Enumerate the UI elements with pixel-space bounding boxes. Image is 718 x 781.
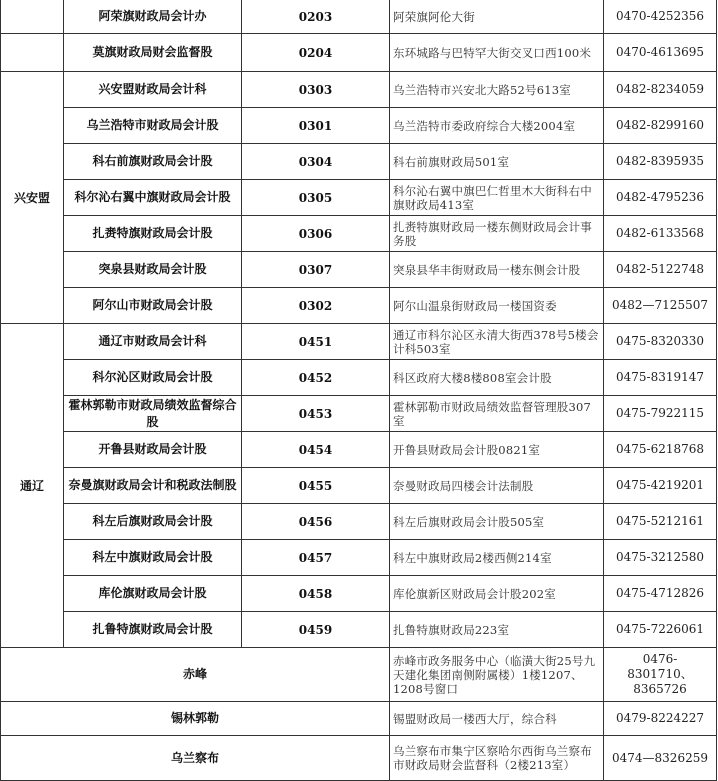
table-row <box>1 180 717 216</box>
address-cell: 乌兰浩特市兴安北大路52号613室 <box>390 72 604 108</box>
office-cell: 莫旗财政局财会监督股 <box>64 34 242 72</box>
office-cell: 阿尔山市财政局会计股 <box>64 288 242 324</box>
office-cell: 乌兰浩特市财政局会计股 <box>64 108 242 144</box>
code-cell: 0301 <box>242 108 390 144</box>
office-cell: 科左中旗财政局会计股 <box>64 540 242 576</box>
office-cell: 兴安盟财政局会计科 <box>64 72 242 108</box>
code-cell: 0307 <box>242 252 390 288</box>
table-row <box>1 216 717 252</box>
phone-cell: 0470-4252356 <box>604 0 717 34</box>
office-cell: 科尔沁区财政局会计股 <box>64 360 242 396</box>
office-cell: 阿荣旗财政局会计办 <box>64 0 242 34</box>
phone-cell: 0474—8326259 <box>604 736 717 781</box>
phone-cell: 0475-7922115 <box>604 396 717 432</box>
table-row <box>1 504 717 540</box>
office-cell: 科右前旗财政局会计股 <box>64 144 242 180</box>
office-cell: 突泉县财政局会计股 <box>64 252 242 288</box>
table-row <box>1 648 717 702</box>
code-cell: 0452 <box>242 360 390 396</box>
address-cell: 阿尔山温泉街财政局一楼国资委 <box>390 288 604 324</box>
phone-cell: 0470-4613695 <box>604 34 717 72</box>
office-cell: 霍林郭勒市财政局绩效监督综合股 <box>64 396 242 432</box>
table-row <box>1 252 717 288</box>
table-row <box>1 324 717 360</box>
phone-cell: 0475-4712826 <box>604 576 717 612</box>
table-row <box>1 540 717 576</box>
table-row <box>1 0 717 34</box>
phone-cell: 0482-8299160 <box>604 108 717 144</box>
region-cell: 兴安盟 <box>1 72 64 324</box>
region-cell: 锡林郭勒 <box>1 702 390 736</box>
region-cell <box>1 0 64 34</box>
phone-cell: 0475-6218768 <box>604 432 717 468</box>
phone-cell: 0482—7125507 <box>604 288 717 324</box>
address-cell: 扎鲁特旗财政局223室 <box>390 612 604 648</box>
phone-cell: 0479-8224227 <box>604 702 717 736</box>
address-cell: 突泉县华丰街财政局一楼东侧会计股 <box>390 252 604 288</box>
office-cell: 库伦旗财政局会计股 <box>64 576 242 612</box>
table-row <box>1 576 717 612</box>
region-cell: 通辽 <box>1 324 64 648</box>
table-row <box>1 736 717 781</box>
table-row <box>1 144 717 180</box>
address-cell: 库伦旗新区财政局会计股202室 <box>390 576 604 612</box>
code-cell: 0304 <box>242 144 390 180</box>
address-cell: 科左后旗财政局会计股505室 <box>390 504 604 540</box>
region-cell: 赤峰 <box>1 648 390 702</box>
office-cell: 科左后旗财政局会计股 <box>64 504 242 540</box>
office-cell: 扎鲁特旗财政局会计股 <box>64 612 242 648</box>
table-row <box>1 702 717 736</box>
address-cell: 东环城路与巴特罕大街交叉口西100米 <box>390 34 604 72</box>
phone-cell: 0475-8319147 <box>604 360 717 396</box>
phone-cell: 0482-4795236 <box>604 180 717 216</box>
address-cell: 科右前旗财政局501室 <box>390 144 604 180</box>
phone-cell: 0475-3212580 <box>604 540 717 576</box>
address-cell: 乌兰浩特市委政府综合大楼2004室 <box>390 108 604 144</box>
table-row <box>1 396 717 432</box>
table-row <box>1 72 717 108</box>
phone-cell: 0482-8234059 <box>604 72 717 108</box>
code-cell: 0457 <box>242 540 390 576</box>
code-cell: 0204 <box>242 34 390 72</box>
phone-cell: 0475-5212161 <box>604 504 717 540</box>
address-cell: 乌兰察布市集宁区察哈尔西街乌兰察布市财政局财会监督科（2楼213室） <box>390 736 604 781</box>
office-cell: 扎赉特旗财政局会计股 <box>64 216 242 252</box>
office-cell: 开鲁县财政局会计股 <box>64 432 242 468</box>
table-row <box>1 108 717 144</box>
table-row <box>1 612 717 648</box>
phone-line: 8365726 <box>633 682 687 696</box>
address-cell: 奈曼财政局四楼会计法制股 <box>390 468 604 504</box>
address-cell: 通辽市科尔沁区永清大街西378号5楼会计科503室 <box>390 324 604 360</box>
code-cell: 0456 <box>242 504 390 540</box>
region-cell <box>1 34 64 72</box>
office-cell: 奈曼旗财政局会计和税政法制股 <box>64 468 242 504</box>
phone-cell: 0482-5122748 <box>604 252 717 288</box>
address-cell: 锡盟财政局一楼西大厅，综合科 <box>390 702 604 736</box>
code-cell: 0302 <box>242 288 390 324</box>
table-row <box>1 288 717 324</box>
code-cell: 0303 <box>242 72 390 108</box>
address-cell: 阿荣旗阿伦大街 <box>390 0 604 34</box>
code-cell: 0454 <box>242 432 390 468</box>
code-cell: 0459 <box>242 612 390 648</box>
address-cell: 开鲁县财政局会计股0821室 <box>390 432 604 468</box>
table-row <box>1 34 717 72</box>
code-cell: 0305 <box>242 180 390 216</box>
office-cell: 科尔沁右翼中旗财政局会计股 <box>64 180 242 216</box>
table-row <box>1 468 717 504</box>
address-cell: 赤峰市政务服务中心（临潢大街25号九天建化集团南侧附属楼）1楼1207、1208号窗口 <box>390 648 604 702</box>
address-cell: 扎赉特旗财政局一楼东侧财政局会计事务股 <box>390 216 604 252</box>
table-row <box>1 432 717 468</box>
phone-line: 8301710、 <box>627 667 693 681</box>
address-cell: 霍林郭勒市财政局绩效监督管理股307室 <box>390 396 604 432</box>
address-cell: 科左中旗财政局2楼西侧214室 <box>390 540 604 576</box>
code-cell: 0451 <box>242 324 390 360</box>
phone-cell: 0475-8320330 <box>604 324 717 360</box>
code-cell: 0306 <box>242 216 390 252</box>
phone-line: 0476- <box>642 652 678 666</box>
code-cell: 0203 <box>242 0 390 34</box>
address-cell: 科区政府大楼8楼808室会计股 <box>390 360 604 396</box>
phone-cell: 0482-8395935 <box>604 144 717 180</box>
table-row <box>1 360 717 396</box>
phone-cell: 0482-6133568 <box>604 216 717 252</box>
code-cell: 0455 <box>242 468 390 504</box>
phone-cell: 0475-7226061 <box>604 612 717 648</box>
region-cell: 乌兰察布 <box>1 736 390 781</box>
office-cell: 通辽市财政局会计科 <box>64 324 242 360</box>
code-cell: 0453 <box>242 396 390 432</box>
phone-cell: 0475-4219201 <box>604 468 717 504</box>
phone-cell <box>604 648 717 702</box>
code-cell: 0458 <box>242 576 390 612</box>
address-cell: 科尔沁右翼中旗巴仁哲里木大街科右中旗财政局413室 <box>390 180 604 216</box>
